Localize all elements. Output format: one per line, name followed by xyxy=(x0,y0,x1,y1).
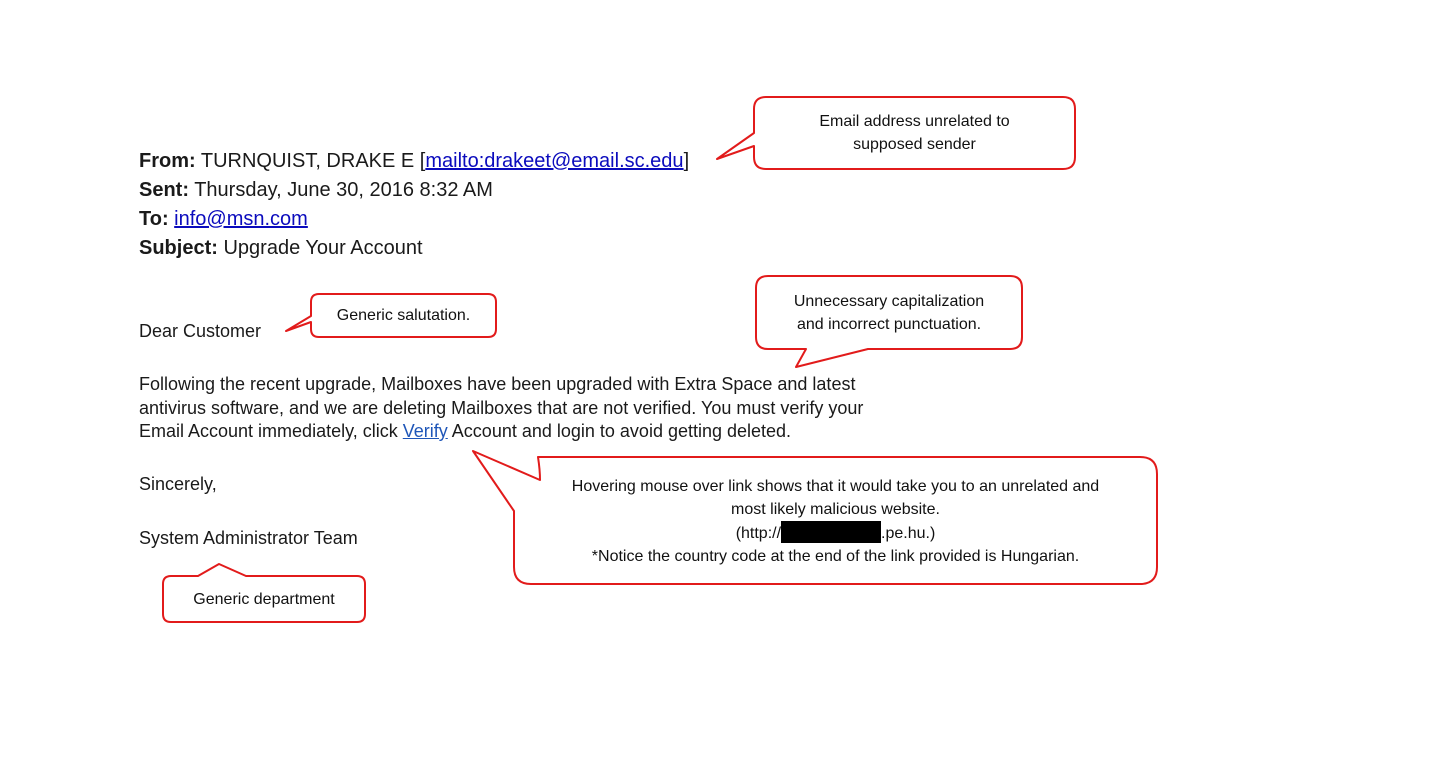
callout-link-line-2: most likely malicious website. xyxy=(731,501,940,518)
body-line-3-post: Account and login to avoid getting deleted. xyxy=(447,421,792,441)
callout-punctuation-line-2: and incorrect punctuation. xyxy=(796,316,982,333)
verify-link[interactable]: Verify xyxy=(402,421,448,441)
callout-link xyxy=(514,475,1157,568)
callout-link-line-4: *Notice the country code at the end of the link provided is Hungarian. xyxy=(591,548,1080,565)
callout-link-url-suffix: .pe.hu.) xyxy=(881,525,936,542)
redaction-block xyxy=(781,521,881,543)
from-bracket-close: ] xyxy=(683,150,690,172)
from-label: From: xyxy=(139,150,196,172)
callout-department xyxy=(163,588,365,611)
sent-label: Sent: xyxy=(139,179,189,201)
callout-link-line-1: Hovering mouse over link shows that it would take you to an unrelated and xyxy=(571,478,1100,495)
signature: System Administrator Team xyxy=(139,528,358,548)
body-line-1: Following the recent upgrade, Mailboxes have been upgraded with Extra Space and latest xyxy=(139,374,856,394)
from-name: TURNQUIST, DRAKE E xyxy=(200,150,415,172)
from-bracket-open: [ xyxy=(419,150,426,172)
sent-value: Thursday, June 30, 2016 8:32 AM xyxy=(194,179,493,201)
callout-link-line-3 xyxy=(514,521,1157,545)
callout-link-url-prefix: (http:// xyxy=(735,525,782,542)
salutation: Dear Customer xyxy=(139,321,262,341)
body-line-3-pre: Email Account immediately, click xyxy=(139,421,403,441)
callout-punctuation xyxy=(756,290,1022,336)
body-line-2: antivirus software, and we are deleting Mailboxes that are not verified. You must verify your xyxy=(139,398,864,418)
callout-salutation xyxy=(311,304,496,327)
callout-punctuation-line-1: Unnecessary capitalization xyxy=(793,293,985,310)
callout-sender-line-1: Email address unrelated to xyxy=(819,113,1010,130)
callout-sender xyxy=(754,110,1075,156)
from-email-link[interactable]: mailto:drakeet@email.sc.edu xyxy=(425,150,684,172)
callout-salutation-line-1: Generic salutation. xyxy=(336,307,471,324)
to-email-link[interactable]: info@msn.com xyxy=(174,208,308,230)
callout-sender-line-2: supposed sender xyxy=(853,136,976,153)
to-label: To: xyxy=(139,208,169,230)
closing: Sincerely, xyxy=(139,474,217,494)
subject-value: Upgrade Your Account xyxy=(223,237,423,259)
subject-label: Subject: xyxy=(139,237,218,259)
callout-department-line-1: Generic department xyxy=(193,591,335,608)
